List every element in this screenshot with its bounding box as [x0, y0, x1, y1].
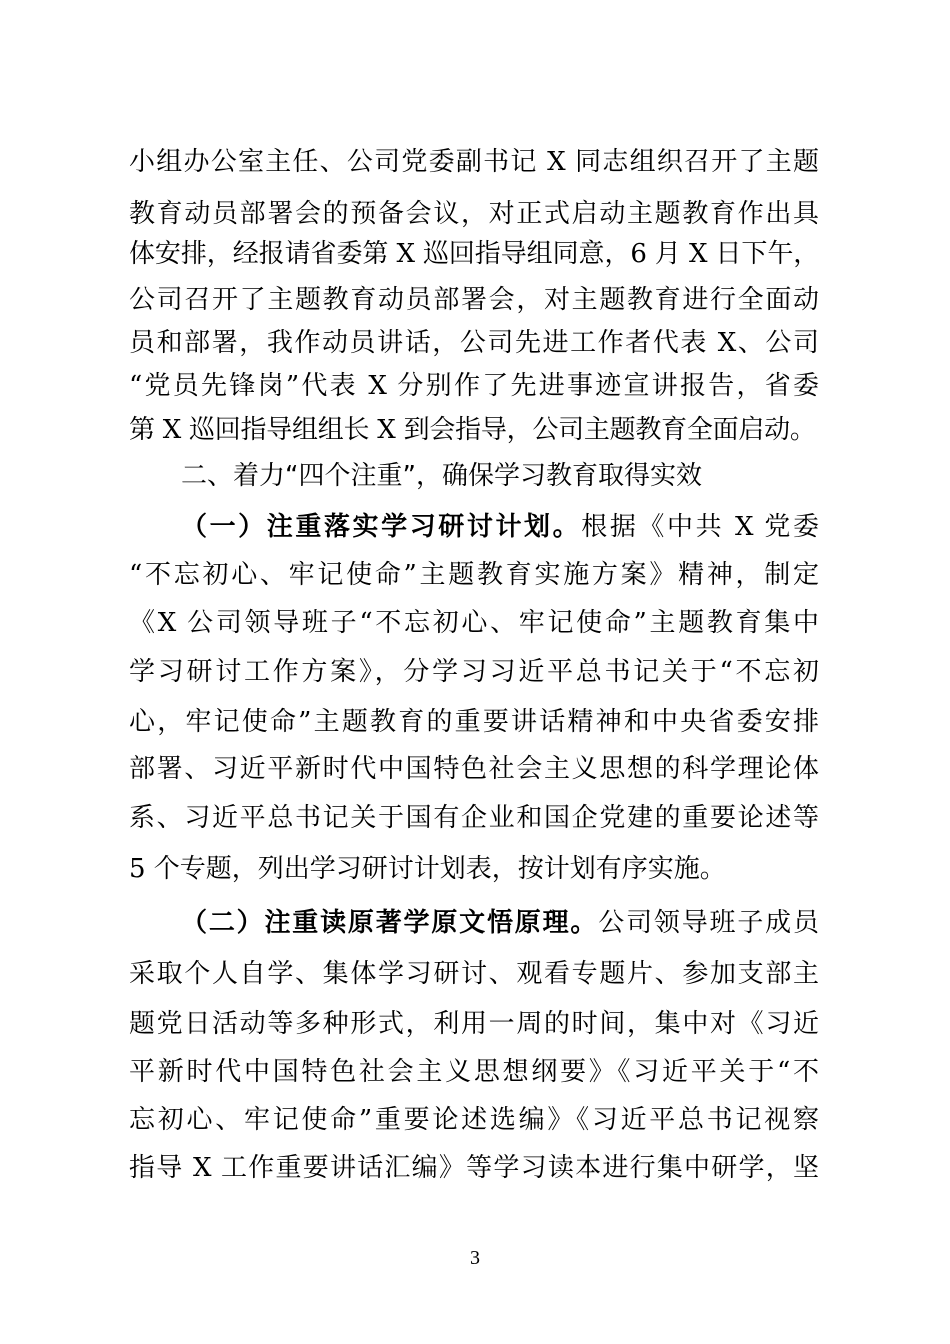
text-line: 学习研讨工作方案》，分学习习近平总书记关于“不忘初: [129, 657, 819, 687]
text-line: 教育动员部署会的预备会议，对正式启动主题教育作出具: [129, 199, 819, 229]
text-line: 题党日活动等多种形式，利用一周的时间，集中对《习近: [129, 1009, 819, 1039]
page-number: 3: [470, 1247, 480, 1269]
text-line: 公司召开了主题教育动员部署会，对主题教育进行全面动: [129, 285, 819, 315]
text-line: 心，牢记使命”主题教育的重要讲话精神和中央省委安排: [129, 707, 819, 737]
text-line: 忘初心、牢记使命”重要论述选编》《习近平总书记视察: [129, 1105, 819, 1135]
text-line-first: [181, 903, 819, 943]
text-line: 采取个人自学、集体学习研讨、观看专题片、参加支部主: [129, 959, 819, 989]
section-heading: 二、着力“四个注重”，确保学习教育取得实效: [181, 461, 702, 491]
text-line: 5 个专题，列出学习研讨计划表，按计划有序实施。: [129, 854, 726, 884]
text-line: 部署、习近平新时代中国特色社会主义思想的科学理论体: [129, 754, 819, 784]
text-line: “不忘初心、牢记使命”主题教育实施方案》精神，制定: [129, 560, 819, 590]
text-line: 员和部署，我作动员讲话，公司先进工作者代表 X、公司: [129, 328, 819, 358]
text-line: 体安排，经报请省委第 X 巡回指导组同意，6 月 X 日下午，: [129, 239, 819, 269]
text-line: 第 X 巡回指导组组长 X 到会指导，公司主题教育全面启动。: [129, 415, 816, 445]
text-line-first: [181, 507, 819, 547]
text-line: 小组办公室主任、公司党委副书记 X 同志组织召开了主题: [129, 147, 819, 177]
text-line: 系、习近平总书记关于国有企业和国企党建的重要论述等: [129, 803, 819, 833]
text-line: 《X 公司领导班子“不忘初心、牢记使命”主题教育集中: [129, 608, 819, 638]
text-line: 平新时代中国特色社会主义思想纲要》《习近平关于“不: [129, 1057, 819, 1087]
text-line: “党员先锋岗”代表 X 分别作了先进事迹宣讲报告，省委: [129, 371, 819, 401]
paragraph-lead: （二）注重读原著学原文悟原理。: [181, 908, 599, 938]
paragraph-lead-rest: 根据《中共 X 党委: [581, 512, 819, 542]
text-line: 指导 X 工作重要讲话汇编》等学习读本进行集中研学，坚: [129, 1153, 819, 1183]
paragraph-lead-rest: 公司领导班子成员: [598, 908, 819, 938]
paragraph-lead: （一）注重落实学习研讨计划。: [181, 512, 582, 542]
